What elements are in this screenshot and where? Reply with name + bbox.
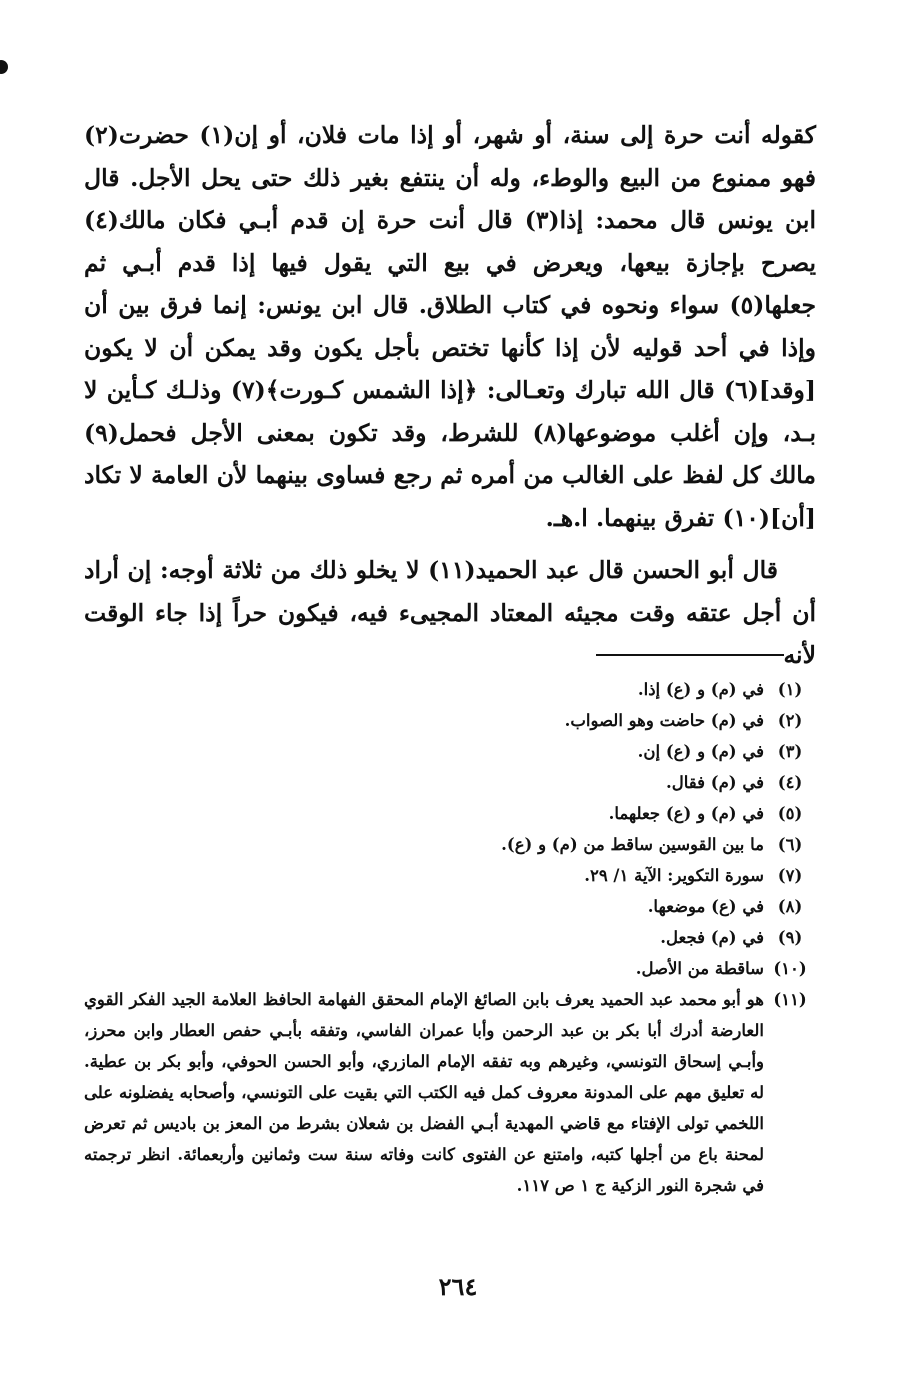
footnote-3 xyxy=(84,736,816,767)
footnote-number: (٣) xyxy=(777,742,803,761)
footnote-9 xyxy=(84,922,816,953)
footnote-6 xyxy=(84,829,816,860)
footnote-4 xyxy=(84,767,816,798)
footnote-8 xyxy=(84,891,816,922)
footnote-number: (١١) xyxy=(773,990,807,1009)
margin-dot-mark xyxy=(0,60,8,74)
footnotes-list xyxy=(84,674,816,1201)
footnote-5 xyxy=(84,798,816,829)
footnote-text: هو أبو محمد عبد الحميد يعرف بابن الصائغ الإمام المحقق الفهامة الحافظ العلامة الجيد الفكر القوي العارضة أدرك أبا بكر بن عبد الرحمن وأبا عمران الفاسي، وتفقه بأبـي حفص العطار وابن محرز، وأبـي إسحاق التونسي، وغيرهم وبه تفقه الإمام المازري، وأبو الحسن الحوفي، وأبو بكر بن عطية. له تعليق مهم على المدونة معروف كمل فيه الكتب التي بقيت على التونسي، وأصحابه يفضلونه على اللخمي تولى الإفتاء مع قاضي المهدية أبـي الفضل بن شعلان بشرط من المعز بن باديس ثم تعرض لمحنة باع من أجلها كتبه، وامتنع عن الفتوى كانت وفاته سنة ست وثمانين وأربعمائة. انظر ترجمته في شجرة النور الزكية ج ١ ص ١١٧. xyxy=(84,990,764,1195)
main-paragraph-1: كقوله أنت حرة إلى سنة، أو شهر، أو إذا مات فلان، أو إن(١) حضرت(٢) فهو ممنوع من البيع والوطء، وله أن ينتفع بغير ذلك حتى يحل الأجل. قال ابن يونس قال محمد: إذا(٣) قال أنت حرة إن قدم أبـي فكان مالك(٤) يصرح بإجازة بيعها، ويعرض في بيع التي يقول فيها إذا قدم أبـي ثم جعلها(٥) سواء ونحوه في كتاب الطلاق. قال ابن يونس: إنما فرق بين أن وإذا في أحد قوليه لأن إذا كأنها تختص بأجل يكون وقد يمكن أن لا يكون [وقد](٦) قال الله تبارك وتعـالى: ﴿إذا الشمس كـورت﴾(٧) وذلـك كـأين لا بـد، وإن أغلب موضوعها(٨) للشرط، وقد تكون بمعنى الأجل فحمل(٩) مالك كل لفظ على الغالب من أمره ثم رجع فساوى بينهما لأن العامة لا تكاد [أن](١٠) تفرق بينهما. ا.هـ. xyxy=(84,121,817,532)
footnote-number: (١) xyxy=(777,680,803,699)
footnote-text: في (م) و (ع) إذا. xyxy=(637,680,764,699)
footnote-number: (٢) xyxy=(777,711,803,730)
footnote-text: في (م) و (ع) جعلهما. xyxy=(608,804,764,823)
footnote-11 xyxy=(84,984,816,1201)
footnote-2 xyxy=(84,705,816,736)
main-paragraph-2: قال أبو الحسن قال عبد الحميد(١١) لا يخلو ذلك من ثلاثة أوجه: إن أراد أن أجل عتقه وقت مجيئه المعتاد المجيىء فيه، فيكون حراً إذا جاء الوقت لأنه xyxy=(84,556,816,669)
footnote-7 xyxy=(84,860,816,891)
footnote-separator xyxy=(596,654,784,656)
footnote-1 xyxy=(84,674,816,705)
footnote-number: (٧) xyxy=(777,866,803,885)
footnote-number: (١٠) xyxy=(773,959,807,978)
footnote-text: في (م) حاضت وهو الصواب. xyxy=(564,711,764,730)
footnote-text: ما بين القوسين ساقط من (م) و (ع). xyxy=(501,835,764,854)
footnote-number: (٥) xyxy=(777,804,803,823)
footnote-number: (٦) xyxy=(777,835,803,854)
footnote-number: (٤) xyxy=(777,773,803,792)
footnote-text: ساقطة من الأصل. xyxy=(635,959,764,978)
page-number: ٢٦٤ xyxy=(438,1272,478,1301)
footnote-text: في (م) فجعل. xyxy=(660,928,764,947)
footnote-text: سورة التكوير: الآية ١/ ٢٩. xyxy=(584,866,764,885)
footnote-number: (٩) xyxy=(777,928,803,947)
footnote-10 xyxy=(84,953,816,984)
footnote-text: في (م) و (ع) إن. xyxy=(637,742,764,761)
footnote-number: (٨) xyxy=(777,897,803,916)
footnote-text: في (م) فقال. xyxy=(666,773,764,792)
main-text-body xyxy=(84,114,816,677)
footnote-text: في (ع) موضعها. xyxy=(647,897,764,916)
